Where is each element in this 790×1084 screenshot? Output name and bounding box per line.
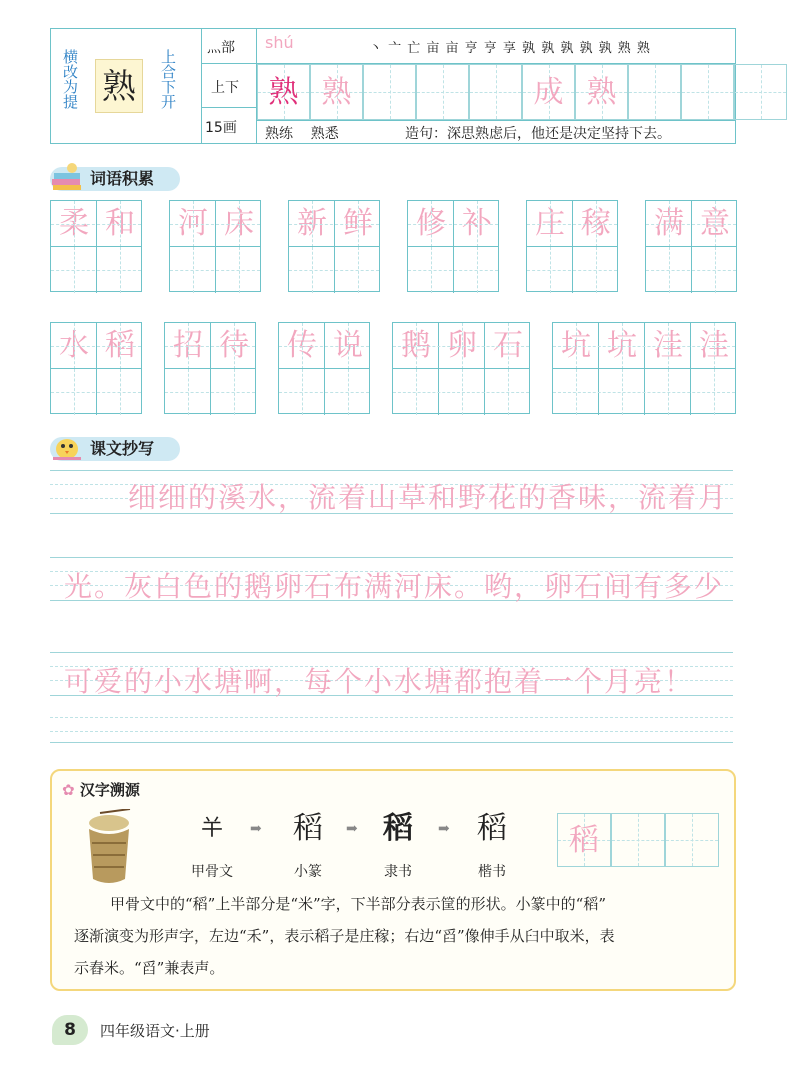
vocab-section-header [50,167,180,191]
vocab-word-box [50,200,142,292]
pinyin: shú [265,33,294,52]
practice-cell-char [364,65,415,119]
practice-cell-char: 成 [533,75,564,110]
practice-cell-char [470,65,521,119]
copy-text-line-3: 可爱的小水塘啊，每个小水塘都抱着一个月亮！ [64,665,695,698]
practice-cell [469,64,522,120]
vocab-char: 稼 [581,206,611,241]
word-examples: 熟练 熟悉 [265,126,339,142]
vocab-char: 修 [416,206,446,241]
vocab-char: 洼 [653,328,683,363]
grain-basket-icon [80,809,138,887]
vocab-word-box [164,322,256,414]
evolution-clerical [358,809,438,881]
vocab-char: 新 [297,206,327,241]
stroke-count: 15画 [205,120,237,136]
seal-label: 小篆 [294,864,322,880]
origin-title: 汉字溯源 [79,781,140,799]
vocab-char: 待 [219,328,249,363]
vocab-title: 词语积累 [90,169,155,188]
vocab-char: 满 [654,206,684,241]
vocab-char: 水 [59,328,89,363]
vocab-word-box [288,200,380,292]
regular-glyph: 稻 [477,811,507,846]
practice-cell-char: 熟 [321,75,352,110]
vocab-char: 坑 [607,328,637,363]
clerical-glyph: 稻 [383,811,413,846]
copy-text-line-1: 细细的溪水，流着山草和野花的香味，流着月 [128,481,729,514]
character-origin-box [50,769,736,991]
vocab-word-box [278,322,370,414]
hint-right: 上合下开 [159,49,177,109]
origin-practice-cell [665,813,719,867]
books-icon [50,161,84,191]
radical: 灬部 [207,40,235,56]
practice-cell [363,64,416,120]
vocab-char: 河 [178,206,208,241]
practice-cell [416,64,469,120]
practice-cell [522,64,575,120]
vocab-char: 庄 [535,206,565,241]
practice-cell [575,64,628,120]
vocab-word-box [407,200,499,292]
vocab-char: 招 [173,328,203,363]
vocab-word-box [50,322,142,414]
origin-paragraph-3: 示舂米。“舀”兼表声。 [74,959,225,977]
vocab-char: 洼 [699,328,729,363]
origin-paragraph-1: 甲骨文中的“稻”上半部分是“米”字，下半部分表示筐的形状。小篆中的“稻” [110,895,607,913]
vocab-word-box [392,322,530,414]
origin-header [62,779,140,800]
vocab-char: 意 [700,206,730,241]
book-title: 四年级语文·上册 [100,1022,210,1040]
writing-line-4 [50,703,733,743]
arrow-icon: ➡ [250,821,262,837]
vocab-char: 和 [105,206,135,241]
vocab-word-box [169,200,261,292]
example-sentence: 造句：深思熟虑后，他还是决定坚持下去。 [405,126,671,142]
structure: 上下 [211,80,239,96]
character-card [50,28,736,144]
arrow-icon: ➡ [438,821,450,837]
vocab-char: 床 [224,206,254,241]
chick-icon [50,431,84,461]
clerical-label: 隶书 [384,864,412,880]
practice-cell [734,64,787,120]
page-number: 8 [52,1015,88,1045]
vocab-char: 传 [287,328,317,363]
origin-practice-char: 稻 [569,823,599,858]
vocab-char: 鹅 [401,328,431,363]
vocab-char: 坑 [561,328,591,363]
vocab-word-box [526,200,618,292]
seal-glyph: 稻 [293,811,323,846]
evolution-seal [268,809,348,881]
practice-cell-char [629,65,680,119]
practice-cell [257,64,310,120]
practice-cell-char [417,65,468,119]
practice-cell-char [682,65,733,119]
vocab-char: 说 [333,328,363,363]
vocab-word-box [552,322,736,414]
copy-section-header [50,437,180,461]
vocab-char: 稻 [105,328,135,363]
practice-cell-char: 熟 [268,75,299,110]
stroke-order: 丶 亠 亡 亩 亩 亨 亨 享 孰 孰 孰 孰 孰 熟 熟 [369,41,651,56]
evolution-regular [452,809,532,881]
hint-left: 横改为提 [61,49,79,109]
flower-icon: ✿ [62,781,75,799]
copy-text-line-2: 光。灰白色的鹅卵石布满河床。哟，卵石间有多少 [64,570,725,603]
main-character: 熟 [95,59,143,113]
origin-paragraph-2: 逐渐演变为形声字，左边“禾”，表示稻子是庄稼；右边“舀”像伸手从臼中取米，表 [74,927,615,945]
practice-cell-char: 熟 [586,75,617,110]
copy-title: 课文抄写 [90,439,155,458]
oracle-glyph: 𢆉 [200,816,223,841]
practice-cell-char [735,65,786,119]
evolution-oracle [172,809,252,881]
origin-practice-cell [611,813,665,867]
vocab-char: 补 [462,206,492,241]
practice-cell [310,64,363,120]
vocab-char: 柔 [59,206,89,241]
oracle-label: 甲骨文 [191,864,233,880]
regular-label: 楷书 [478,864,506,880]
vocab-char: 鲜 [343,206,373,241]
vocab-char: 石 [493,328,523,363]
vocab-char: 卵 [447,328,477,363]
origin-practice-cell [557,813,611,867]
vocab-word-box [645,200,737,292]
practice-cell [681,64,734,120]
practice-cell [628,64,681,120]
arrow-icon: ➡ [346,821,358,837]
